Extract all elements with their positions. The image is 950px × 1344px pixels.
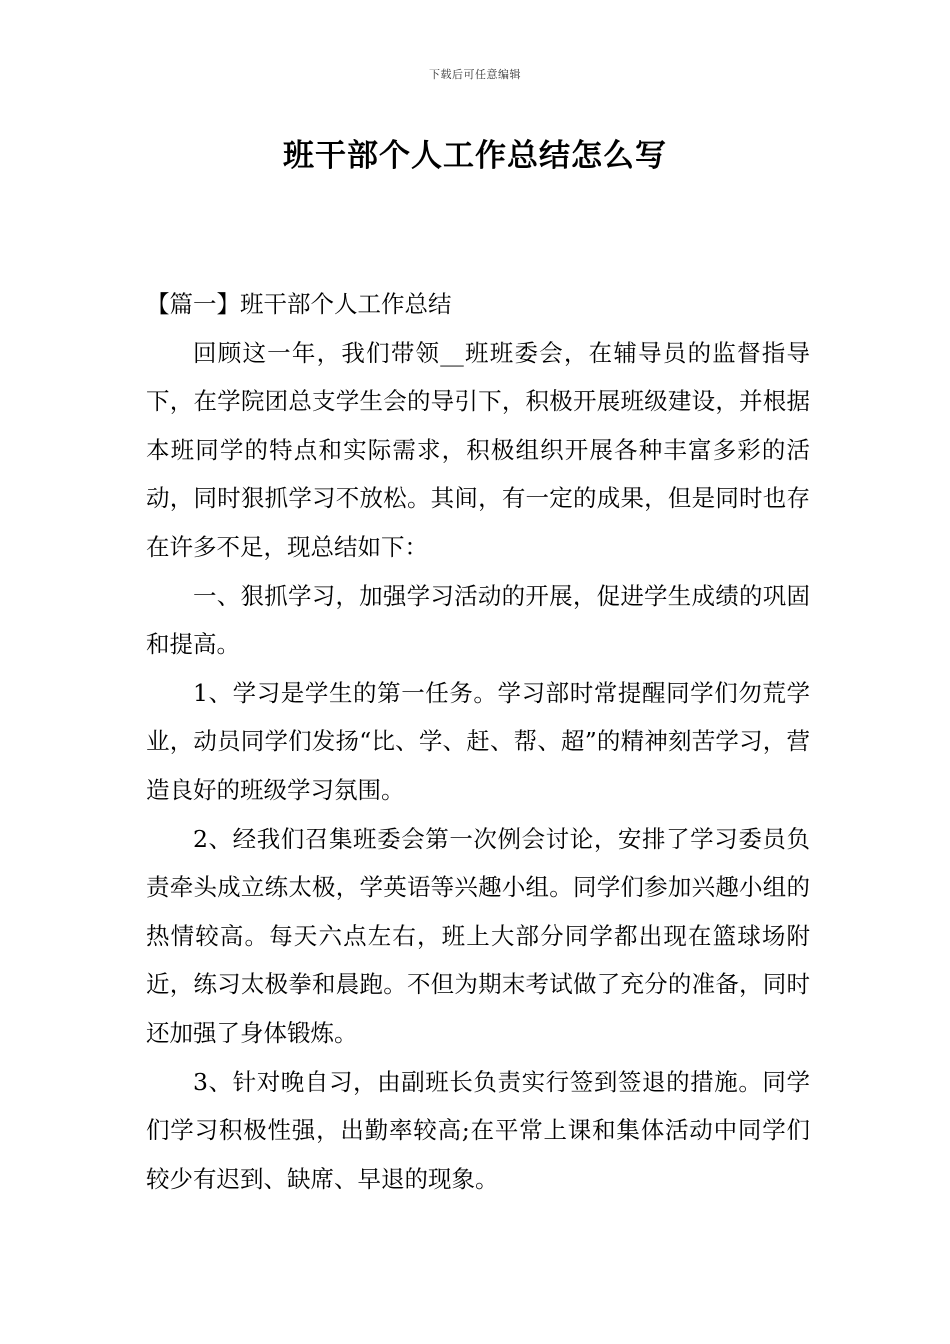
document-body <box>146 280 810 1203</box>
paragraph-item-3: 3、针对晚自习，由副班长负责实行签到签退的措施。同学们学习积极性强，出勤率较高;在平常上课和集体活动中同学们较少有迟到、缺席、早退的现象。 <box>146 1067 810 1193</box>
paragraph-section-one: 一、狠抓学习，加强学习活动的开展，促进学生成绩的巩固和提高。 <box>146 581 810 659</box>
section-heading: 【篇一】班干部个人工作总结 <box>146 290 452 318</box>
paragraph-intro: 回顾这一年，我们带领__班班委会，在辅导员的监督指导下，在学院团总支学生会的导引下，积极开展班级建设，并根据本班同学的特点和实际需求，积极组织开展各种丰富多彩的活动，同时狠抓学习不放松。其间，有一定的成果，但是同时也存在许多不足，现总结如下： <box>146 338 810 561</box>
header-note: 下载后可任意编辑 <box>429 68 521 81</box>
paragraph-item-2: 2、经我们召集班委会第一次例会讨论，安排了学习委员负责牵头成立练太极，学英语等兴趣小组。同学们参加兴趣小组的热情较高。每天六点左右，班上大部分同学都出现在篮球场附近，练习太极拳和晨跑。不但为期末考试做了充分的准备，同时还加强了身体锻炼。 <box>146 824 810 1047</box>
paragraph-item-1: 1、学习是学生的第一任务。学习部时常提醒同学们勿荒学业，动员同学们发扬“比、学、赶、帮、超”的精神刻苦学习，营造良好的班级学习氛围。 <box>146 678 810 804</box>
document-title: 班干部个人工作总结怎么写 <box>283 138 667 174</box>
